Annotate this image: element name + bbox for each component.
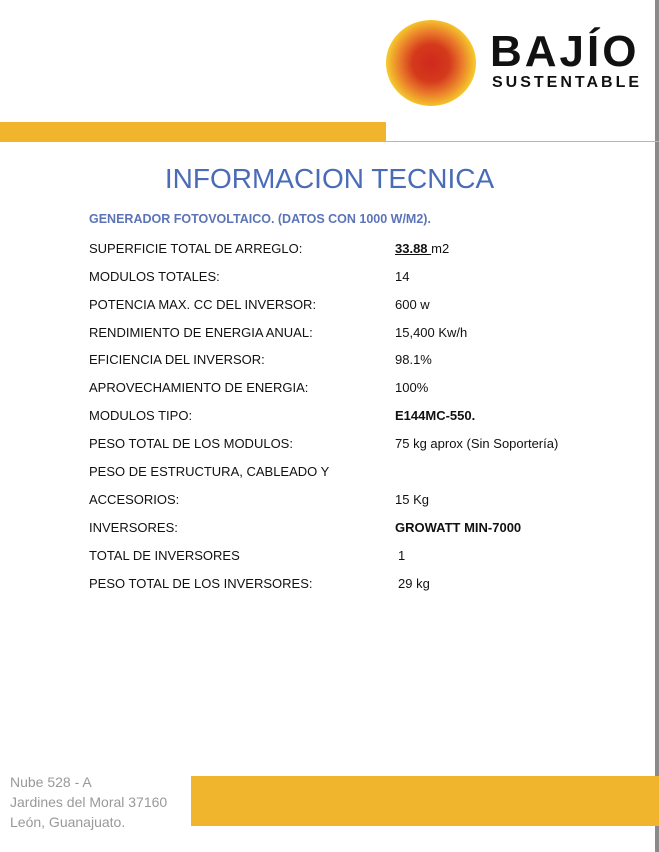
row-label-inversores: INVERSORES:	[89, 520, 178, 535]
sun-logo-icon	[386, 20, 476, 106]
row-label-peso-modulos: PESO TOTAL DE LOS MODULOS:	[89, 436, 293, 451]
superficie-unit: m2	[431, 241, 450, 256]
row-value-eficiencia: 98.1%	[395, 352, 432, 367]
row-value-rendimiento: 15,400 Kw/h	[395, 325, 468, 340]
row-label-modulos-tipo: MODULOS TIPO:	[89, 408, 193, 423]
row-label-peso-inversores: PESO TOTAL DE LOS INVERSORES:	[89, 576, 313, 591]
row-label-total-inversores: TOTAL DE INVERSORES	[89, 548, 240, 563]
brand-logo	[386, 20, 646, 110]
header-accent-line	[386, 141, 659, 142]
section-subtitle: GENERADOR FOTOVOLTAICO. (DATOS CON 1000 W/M2).	[89, 212, 431, 226]
header-accent-bar	[0, 122, 386, 142]
brand-name: BAJÍO	[490, 27, 640, 76]
row-value-peso-modulos: 75 kg aprox (Sin Soportería)	[395, 436, 559, 451]
brand-tagline: SUSTENTABLE	[492, 74, 643, 91]
row-value-potencia: 600 w	[395, 297, 430, 312]
page-title: INFORMACION TECNICA	[164, 163, 495, 194]
row-value-accesorios: 15 Kg	[395, 492, 429, 507]
row-label-aprovechamiento: APROVECHAMIENTO DE ENERGIA:	[89, 380, 309, 395]
row-value-modulos-tipo: E144MC-550.	[395, 408, 476, 423]
row-value-peso-inversores: 29 kg	[398, 576, 430, 591]
row-value-superficie	[395, 241, 449, 256]
row-label-modulos-totales: MODULOS TOTALES:	[89, 269, 220, 284]
row-value-aprovechamiento: 100%	[395, 380, 429, 395]
page-edge	[655, 0, 659, 852]
row-value-inversores: GROWATT MIN-7000	[395, 520, 522, 535]
row-label-eficiencia: EFICIENCIA DEL INVERSOR:	[89, 352, 265, 367]
row-label-superficie: SUPERFICIE TOTAL DE ARREGLO:	[89, 241, 303, 256]
row-value-modulos-totales: 14	[395, 269, 410, 284]
footer-accent-bar	[191, 776, 659, 826]
row-label-rendimiento: RENDIMIENTO DE ENERGIA ANUAL:	[89, 325, 313, 340]
row-label-accesorios: ACCESORIOS:	[89, 492, 180, 507]
superficie-number: 33.88	[395, 241, 432, 256]
address-line-3: León, Guanajuato.	[10, 814, 126, 830]
address-line-2: Jardines del Moral 37160	[10, 794, 168, 810]
address-line-1: Nube 528 - A	[10, 774, 92, 790]
row-value-total-inversores: 1	[398, 548, 406, 563]
footer-address	[10, 772, 167, 832]
row-label-potencia: POTENCIA MAX. CC DEL INVERSOR:	[89, 297, 317, 312]
row-label-peso-estructura: PESO DE ESTRUCTURA, CABLEADO Y	[89, 464, 330, 479]
